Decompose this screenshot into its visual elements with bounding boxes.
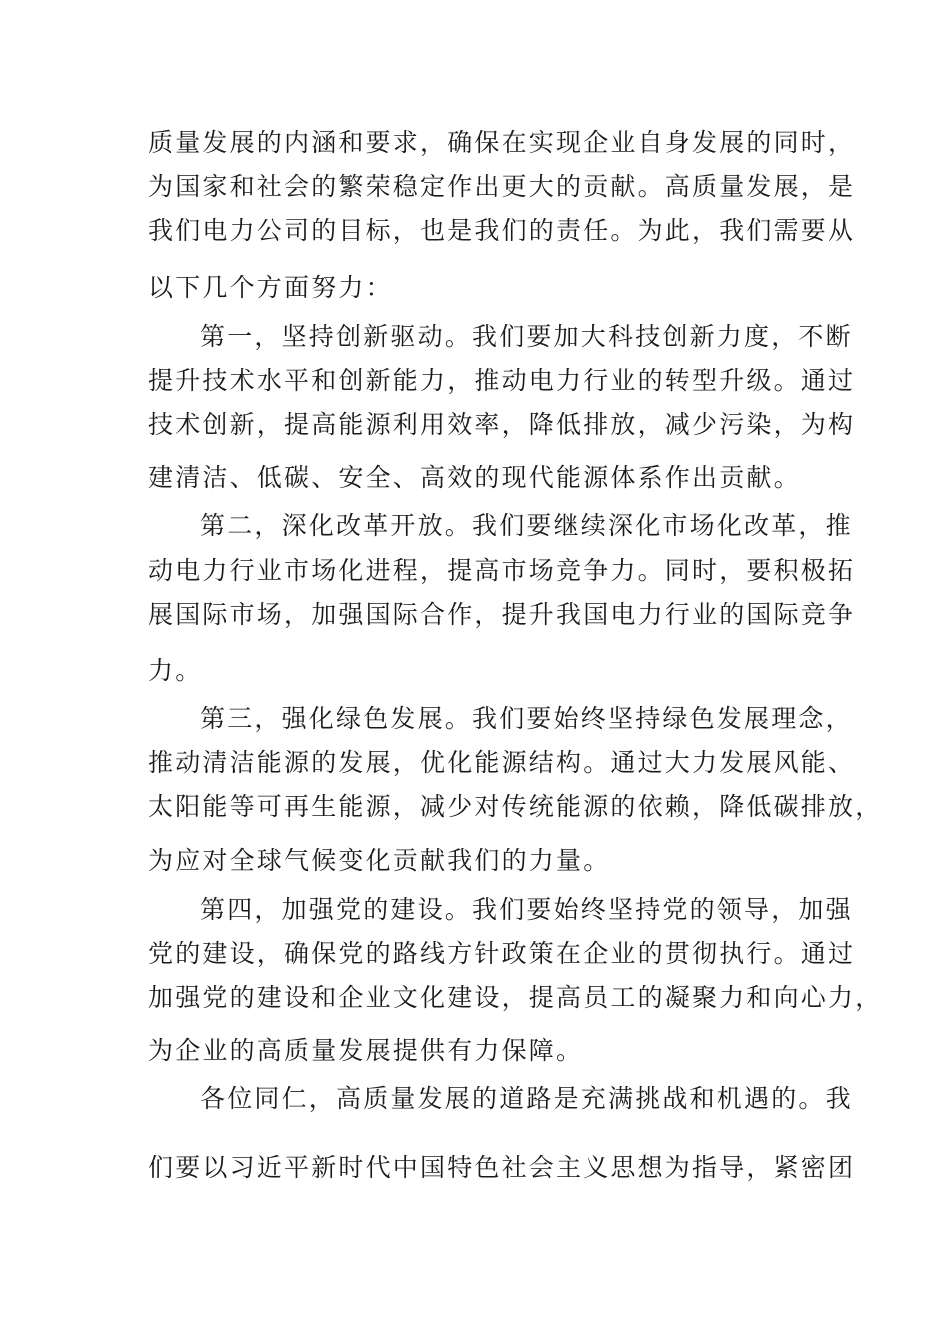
text-line: 建清洁、低碳、安全、高效的现代能源体系作出贡献。 [148,463,801,492]
text-line: 为企业的高质量发展提供有力保障。 [148,1036,584,1065]
text-line: 各位同仁，高质量发展的道路是充满挑战和机遇的。我 [200,1084,853,1113]
text-line: 技术创新，提高能源利用效率，降低排放，减少污染，为构 [148,410,856,439]
text-line: 们要以习近平新时代中国特色社会主义思想为指导，紧密团 [148,1153,856,1182]
text-line: 为应对全球气候变化贡献我们的力量。 [148,846,611,875]
text-line: 展国际市场，加强国际合作，提升我国电力行业的国际竞争 [148,600,856,629]
text-line: 质量发展的内涵和要求，确保在实现企业自身发展的同时， [148,128,856,157]
text-line: 第四，加强党的建设。我们要始终坚持党的领导，加强 [200,895,853,924]
text-line: 太阳能等可再生能源，减少对传统能源的依赖，降低碳排放， [148,792,883,821]
text-line: 第三，强化绿色发展。我们要始终坚持绿色发展理念， [200,704,853,733]
text-line: 第一，坚持创新驱动。我们要加大科技创新力度，不断 [200,322,853,351]
text-line: 党的建设，确保党的路线方针政策在企业的贯彻执行。通过 [148,939,856,968]
text-line: 加强党的建设和企业文化建设，提高员工的凝聚力和向心力， [148,983,883,1012]
text-line: 力。 [148,656,203,685]
text-line: 以下几个方面努力： [148,273,393,302]
text-line: 推动清洁能源的发展，优化能源结构。通过大力发展风能、 [148,748,856,777]
text-line: 第二，深化改革开放。我们要继续深化市场化改革，推 [200,511,853,540]
text-line: 提升技术水平和创新能力，推动电力行业的转型升级。通过 [148,366,856,395]
text-line: 动电力行业市场化进程，提高市场竞争力。同时，要积极拓 [148,556,856,585]
text-line: 我们电力公司的目标，也是我们的责任。为此，我们需要从 [148,216,856,245]
text-line: 为国家和社会的繁荣稳定作出更大的贡献。高质量发展，是 [148,172,856,201]
